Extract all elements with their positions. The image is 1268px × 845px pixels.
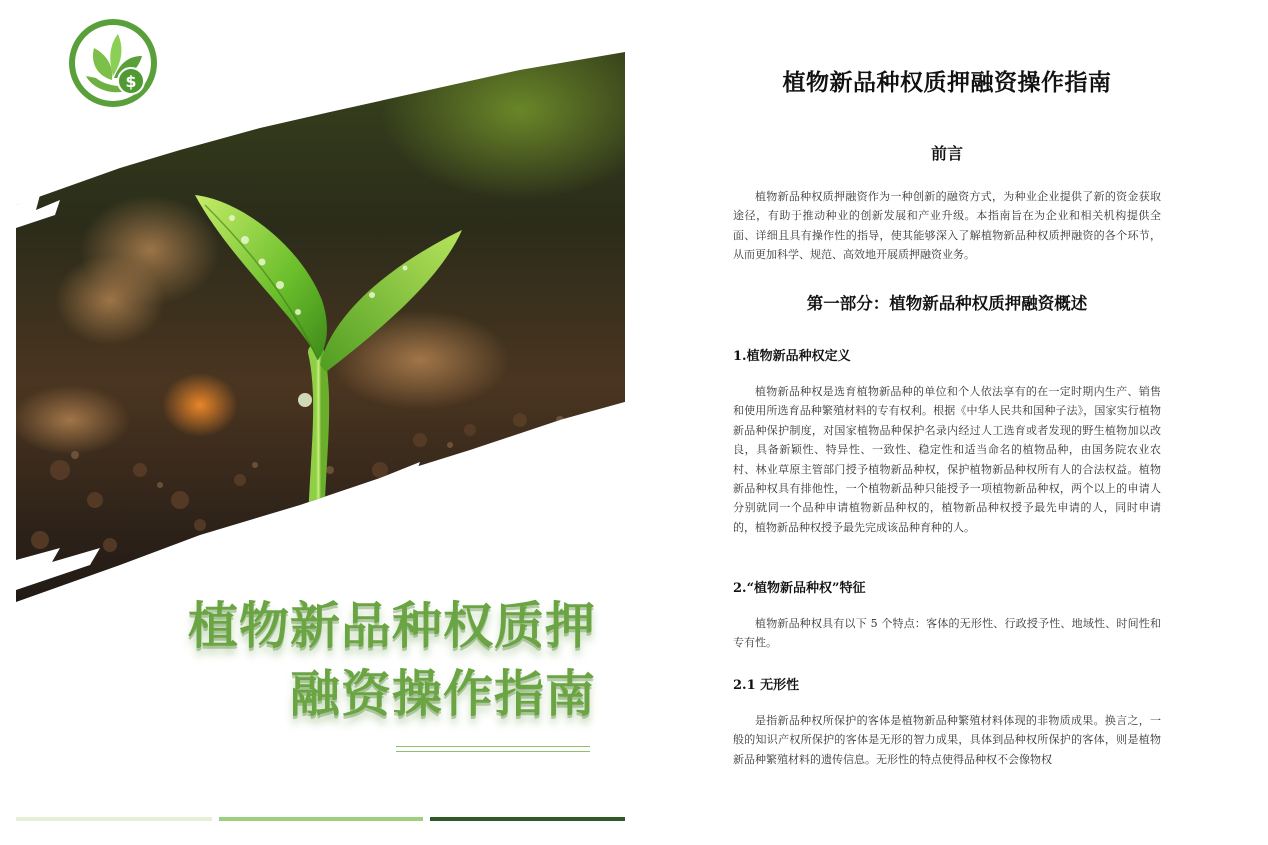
- cover-title-line1: 植物新品种权质押: [188, 597, 596, 655]
- section2-heading: 2.“植物新品种权”特征: [733, 581, 866, 596]
- section1-paragraph: 植物新品种权是选育植物新品种的单位和个人依法享有的在一定时期内生产、销售和使用所选育品种繁殖材料的专有权利。根据《中华人民共和国种子法》，国家实行植物新品种保护制度，对国家植物品种保护名录内经过人工选育或者发现的野生植物加以改良，具备新颖性、特异性、一致性、稳定性和适当命名的植物品种，由国务院农业农村、林业草原主管部门授予植物新品种权，保护植物新品种权所有人的合法权益。植物新品种权具有排他性，一个植物新品种只能授予一项植物新品种权，两个以上的申请人分别就同一个品种申请植物新品种权的，植物新品种权授予最先申请的人，同时申请的，植物新品种权授予最先完成该品种育种的人。: [733, 385, 1161, 534]
- footer-bar-dark: [430, 817, 625, 821]
- document-title: 植物新品种权质押融资操作指南: [782, 69, 1112, 96]
- cover-title-line2: 融资操作指南: [290, 665, 596, 723]
- content-page: [733, 0, 1161, 845]
- cover-title: [36, 592, 596, 728]
- section1-heading: 1.植物新品种权定义: [733, 349, 851, 364]
- footer-bar-light: [16, 817, 212, 821]
- section21-paragraph: 是指新品种权所保护的客体是植物新品种繁殖材料体现的非物质成果。换言之，一般的知识产权所保护的客体是无形的智力成果，具体到品种权所保护的客体，则是植物新品种繁殖材料的遗传信息。无形性的特点使得品种权不会像物权: [733, 714, 1161, 766]
- preface-paragraph: 植物新品种权质押融资作为一种创新的融资方式，为种业企业提供了新的资金获取途径，有助于推动种业的创新发展和产业升级。本指南旨在为企业和相关机构提供全面、详细且具有操作性的指导，使其能够深入了解植物新品种权质押融资的各个环节，从而更加科学、规范、高效地开展质押融资业务。: [733, 190, 1161, 262]
- section21-heading: 2.1 无形性: [733, 678, 800, 693]
- section2-paragraph: 植物新品种权具有以下 5 个特点：客体的无形性、行政授予性、地域性、时间性和专有性。: [733, 617, 1161, 650]
- leaf-coin-logo-icon: [68, 18, 158, 108]
- preface-heading: 前言: [930, 144, 963, 163]
- part1-heading: 第一部分：植物新品种权质押融资概述: [806, 294, 1088, 313]
- svg-text:$: $: [125, 72, 137, 91]
- title-underline: [396, 746, 590, 752]
- footer-bar-mid: [219, 817, 423, 821]
